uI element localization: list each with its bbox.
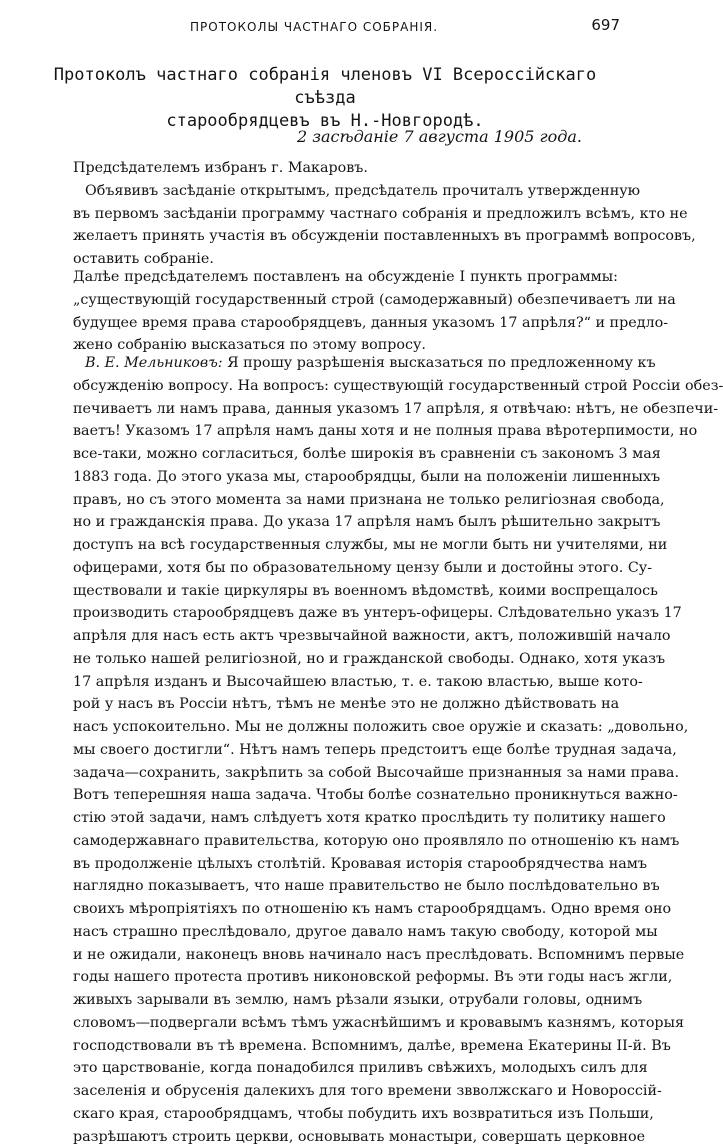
speech-line: самодержавнаго правительства, которую оно проявляло по отношенію къ намъ	[73, 830, 618, 853]
text-line: „существующій государственный строй (самодержавный) обезпечиваетъ ли на	[73, 289, 618, 312]
text-line: будущее время права старообрядцевъ, данныя указомъ 17 апрѣля?“ и предло-	[73, 312, 618, 335]
speech-line: словомъ—подвергали всѣмъ тѣмъ ужаснѣйшимъ и кровавымъ казнямъ, которыя	[73, 1012, 618, 1035]
speech-line: живыхъ зарывали въ землю, намъ рѣзали языки, отрубали головы, однимъ	[73, 989, 618, 1012]
speech-line: ваетъ! Указомъ 17 апрѣля намъ даны хотя и не полныя права вѣротерпимости, но	[73, 420, 618, 443]
text-line: Предсѣдателемъ избранъ г. Макаровъ.	[73, 157, 618, 180]
speech-line: и не ожидали, наконецъ вновь начинало насъ преслѣдовать. Вспомнимъ первые	[73, 944, 618, 967]
speech-line: разрѣшаютъ строить церкви, основывать монастыри, совершать церковное	[73, 1126, 618, 1148]
speech-line: мы своего достигли“. Нѣтъ намъ теперь предстоитъ еще болѣе трудная задача,	[73, 739, 618, 762]
speech-line: апрѣля для насъ есть актъ чрезвычайной важности, актъ, положившій начало	[73, 625, 618, 648]
running-header: ПРОТОКОЛЫ ЧАСТНАГО СОБРАНІЯ.	[190, 20, 438, 34]
speech-line: насъ страшно преслѣдовало, другое давало намъ такую свободу, которой мы	[73, 921, 618, 944]
speech-line: рой у насъ въ Россіи нѣтъ, тѣмъ не менѣе это не должно дѣйствовать на	[73, 693, 618, 716]
title-line-2: старообрядцевъ въ Н.-Новгородѣ.	[30, 110, 620, 133]
text-line: въ первомъ засѣданіи программу частнаго собранія и предложилъ всѣмъ, кто не	[73, 203, 618, 226]
speech-line: насъ успокоительно. Мы не должны положить свое оружіе и сказать: „довольно,	[73, 716, 618, 739]
speech-line: господствовали въ тѣ времена. Вспомнимъ, далѣе, времена Екатерины II-й. Въ	[73, 1035, 618, 1058]
speech-line: все-таки, можно согласиться, болѣе широкія въ сравненіи съ закономъ 3 мая	[73, 443, 618, 466]
speech-line: въ продолженіе цѣлыхъ столѣтій. Кровавая исторія старообрядчества намъ	[73, 853, 618, 876]
speech-line: заселенія и обрусенія далекихъ для того времени звволжскаго и Новороссій-	[73, 1080, 618, 1103]
speech-line: годы нашего протеста противъ никоновской реформы. Въ эти годы насъ жгли,	[73, 966, 618, 989]
text-line: жено собранію высказаться по этому вопросу.	[73, 334, 618, 357]
speech-line: 17 апрѣля изданъ и Высочайшею властью, т. е. такою властью, выше кото-	[73, 671, 618, 694]
text-line: Далѣе предсѣдателемъ поставленъ на обсужденіе I пункть программы:	[73, 266, 618, 289]
document-title	[30, 64, 620, 133]
speech-lines	[73, 375, 618, 1148]
title-line-1: Протоколъ частнаго собранія членовъ VI Всероссійскаго съѣзда	[30, 64, 620, 110]
speech-line: печиваетъ ли намъ права, данныя указомъ 17 апрѣля, я отвѣчаю: нѣтъ, не обезпечи-	[73, 398, 618, 421]
speech-line: задача—сохранить, закрѣпить за собой Высочайше признанныя за нами права.	[73, 762, 618, 785]
speech-line: обсужденію вопросу. На вопросъ: существующій государственный строй Россіи обез-	[73, 375, 618, 398]
speech-line: 1883 года. До этого указа мы, старообрядцы, были на положеніи лишенныхъ	[73, 466, 618, 489]
speech-line: наглядно показываетъ, что наше правительство не было послѣдовательно въ	[73, 875, 618, 898]
speech-first-line-text: Я прошу разрѣшенія высказаться по предложенному къ	[227, 355, 655, 371]
paragraph-chairman	[73, 157, 618, 271]
speech-line: доступъ на всѣ государственныя службы, мы не могли быть ни учителями, ни	[73, 534, 618, 557]
speech-line: производить старообрядцевъ даже въ унтеръ-офицеры. Слѣдовательно указъ 17	[73, 602, 618, 625]
speech-first-line	[73, 352, 618, 375]
page-number: 697	[591, 16, 620, 34]
speech-line: не только нашей религіозной, но и гражданской свободы. Однако, хотя указъ	[73, 648, 618, 671]
speech-line: правъ, но съ этого момента за нами признана не только религіозная свобода,	[73, 489, 618, 512]
text-line: Объявивъ засѣданіе открытымъ, предсѣдатель прочиталъ утвержденную	[73, 180, 618, 203]
speech-line: но и гражданскія права. До указа 17 апрѣля намъ былъ рѣшительно закрытъ	[73, 511, 618, 534]
text-line: оставить собраніе.	[73, 248, 618, 271]
speech-line: ществовали и такіе циркуляры въ военномъ вѣдомствѣ, коими воспрещалось	[73, 580, 618, 603]
speech-line: скаго края, старообрядцамъ, чтобы побудить ихъ возвратиться изъ Польши,	[73, 1103, 618, 1126]
speech-line: это царствованіе, когда понадобился приливъ свѣжихъ, молодыхъ силъ для	[73, 1057, 618, 1080]
speech-line: офицерами, хотя бы по образовательному цензу были и достойны этого. Су-	[73, 557, 618, 580]
speech-line: стію этой задачи, намъ слѣдуетъ хотя кратко прослѣдить ту политику нашего	[73, 807, 618, 830]
session-date: 2 засѣданіе 7 августа 1905 года.	[297, 127, 582, 146]
paragraph-question	[73, 266, 618, 357]
speech-line: Вотъ теперешняя наша задача. Чтобы болѣе сознательно проникнуться важно-	[73, 784, 618, 807]
speech-melnikov	[73, 352, 618, 1148]
text-line: желаетъ принять участія въ обсужденіи поставленныхъ въ программѣ вопросовъ,	[73, 225, 618, 248]
speaker-name: В. Е. Мельниковъ:	[85, 355, 223, 371]
speech-line: своихъ мѣропріятіяхъ по отношенію къ намъ старообрядцамъ. Одно время оно	[73, 898, 618, 921]
